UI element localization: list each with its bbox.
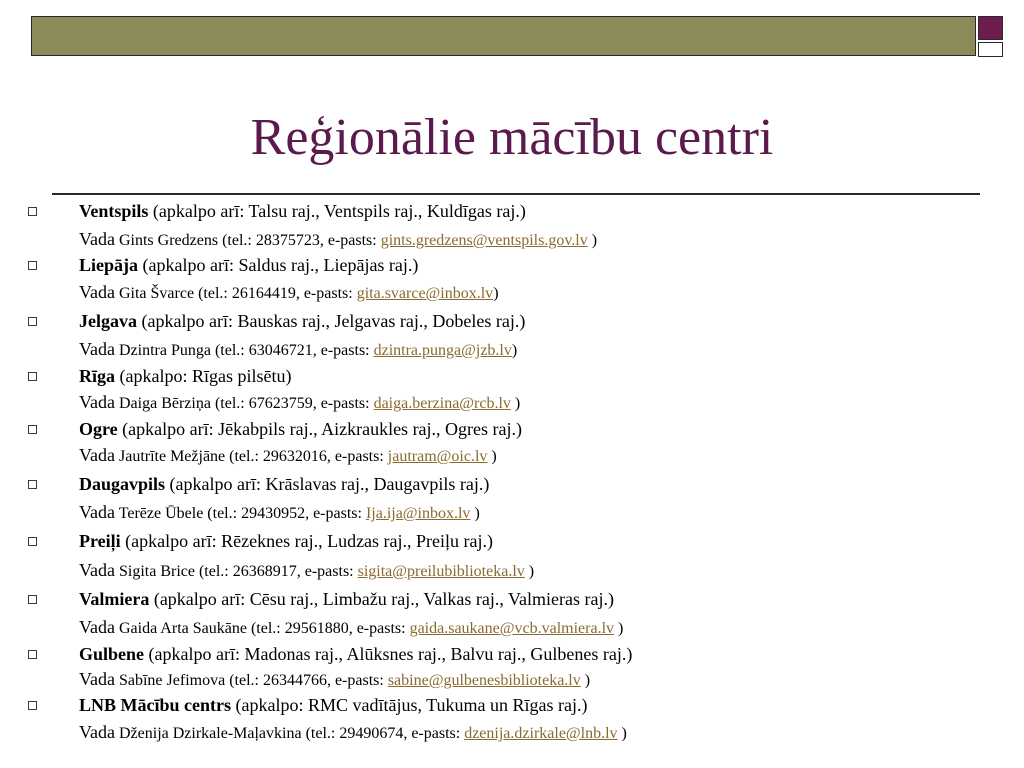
square-bullet-icon — [28, 650, 37, 659]
email-link[interactable]: gaida.saukane@vcb.valmiera.lv — [409, 620, 615, 637]
lead-label: Vada — [79, 445, 115, 465]
close-paren: ) — [514, 395, 521, 412]
contact-tel: (tel.: 29632016, e-pasts: — [229, 448, 384, 465]
email-link[interactable]: gints.gredzens@ventspils.gov.lv — [380, 232, 588, 249]
lead-label: Vada — [79, 339, 115, 359]
city-name: LNB Mācību centrs — [79, 695, 231, 715]
service-area: (apkalpo arī: Jēkabpils raj., Aizkraukles raj., Ogres raj.) — [122, 419, 523, 439]
square-bullet-icon — [28, 480, 37, 489]
contact-tel: (tel.: 26164419, e-pasts: — [198, 285, 353, 302]
square-bullet-icon — [28, 261, 37, 270]
person-name: Gaida Arta Saukāne — [118, 620, 247, 637]
service-area: (apkalpo arī: Rēzeknes raj., Ludzas raj., Preiļu raj.) — [125, 531, 494, 551]
lead-label: Vada — [79, 617, 115, 637]
slide-title: Reģionālie mācību centri — [250, 109, 774, 166]
service-area: (apkalpo arī: Bauskas raj., Jelgavas raj., Dobeles raj.) — [141, 311, 526, 331]
email-link[interactable]: dzintra.punga@jzb.lv — [373, 342, 512, 359]
city-name: Rīga — [79, 366, 115, 386]
lead-label: Vada — [79, 392, 115, 412]
city-name: Ventspils — [79, 201, 149, 221]
service-area: (apkalpo arī: Madonas raj., Alūksnes raj., Balvu raj., Gulbenes raj.) — [148, 644, 633, 664]
email-link[interactable]: daiga.berzina@rcb.lv — [373, 395, 511, 412]
city-name: Jelgava — [79, 311, 137, 331]
person-name: Sabīne Jefimova — [118, 672, 226, 689]
close-paren: ) — [511, 342, 518, 359]
contact-tel: (tel.: 29490674, e-pasts: — [305, 725, 461, 742]
person-name: Terēze Ūbele — [118, 505, 204, 522]
close-paren: ) — [618, 620, 624, 637]
square-bullet-icon — [28, 317, 37, 326]
contact-tel: (tel.: 67623759, e-pasts: — [214, 395, 370, 412]
person-name: Dzintra Punga — [118, 342, 211, 359]
contact-tel: (tel.: 29561880, e-pasts: — [250, 620, 406, 637]
city-name: Preiļi — [79, 531, 121, 551]
city-name: Daugavpils — [79, 474, 166, 494]
city-name: Liepāja — [79, 255, 139, 275]
person-name: Sigita Brice — [118, 563, 195, 580]
service-area: (apkalpo arī: Talsu raj., Ventspils raj., Kuldīgas raj.) — [152, 201, 526, 221]
contact-tel: (tel.: 28375723, e-pasts: — [222, 232, 377, 249]
person-name: Daiga Bērziņa — [118, 395, 211, 412]
contact-tel: (tel.: 63046721, e-pasts: — [214, 342, 370, 359]
email-link[interactable]: jautram@oic.lv — [387, 448, 488, 465]
lead-label: Vada — [79, 560, 115, 580]
contact-tel: (tel.: 26344766, e-pasts: — [229, 672, 384, 689]
person-name: Jautrīte Mežjāne — [118, 448, 226, 465]
square-bullet-icon — [28, 425, 37, 434]
email-link[interactable]: sigita@preilubiblioteka.lv — [357, 563, 525, 580]
close-paren: ) — [591, 232, 598, 249]
close-paren: ) — [493, 285, 499, 302]
lead-label: Vada — [79, 669, 115, 689]
service-area: (apkalpo: Rīgas pilsētu) — [119, 366, 292, 386]
lead-label: Vada — [79, 282, 115, 302]
city-name: Valmiera — [79, 589, 150, 609]
contact-tel: (tel.: 29430952, e-pasts: — [207, 505, 362, 522]
square-bullet-icon — [28, 595, 37, 604]
email-link[interactable]: gita.svarce@inbox.lv — [356, 285, 494, 302]
lead-label: Vada — [79, 502, 115, 522]
person-name: Gints Gredzens — [118, 232, 219, 249]
service-area: (apkalpo arī: Saldus raj., Liepājas raj.) — [142, 255, 419, 275]
email-link[interactable]: sabine@gulbenesbiblioteka.lv — [387, 672, 581, 689]
city-name: Gulbene — [79, 644, 145, 664]
close-paren: ) — [491, 448, 497, 465]
close-paren: ) — [584, 672, 591, 689]
service-area: (apkalpo: RMC vadītājus, Tukuma un Rīgas raj.) — [235, 695, 588, 715]
square-bullet-icon — [28, 701, 37, 710]
email-link[interactable]: dzenija.dzirkale@lnb.lv — [464, 725, 618, 742]
person-name: Gita Švarce — [118, 285, 195, 302]
close-paren: ) — [621, 725, 627, 742]
email-link[interactable]: Ija.ija@inbox.lv — [365, 505, 471, 522]
lead-label: Vada — [79, 229, 115, 249]
contact-tel: (tel.: 26368917, e-pasts: — [198, 563, 354, 580]
lead-label: Vada — [79, 722, 115, 742]
person-name: Dženija Dzirkale-Maļavkina — [118, 725, 302, 742]
square-bullet-icon — [28, 537, 37, 546]
close-paren: ) — [474, 505, 480, 522]
service-area: (apkalpo arī: Krāslavas raj., Daugavpils raj.) — [169, 474, 490, 494]
city-name: Ogre — [79, 419, 118, 439]
close-paren: ) — [528, 563, 535, 580]
square-bullet-icon — [28, 372, 37, 381]
service-area: (apkalpo arī: Cēsu raj., Limbažu raj., Valkas raj., Valmieras raj.) — [153, 589, 615, 609]
square-bullet-icon — [28, 207, 37, 216]
